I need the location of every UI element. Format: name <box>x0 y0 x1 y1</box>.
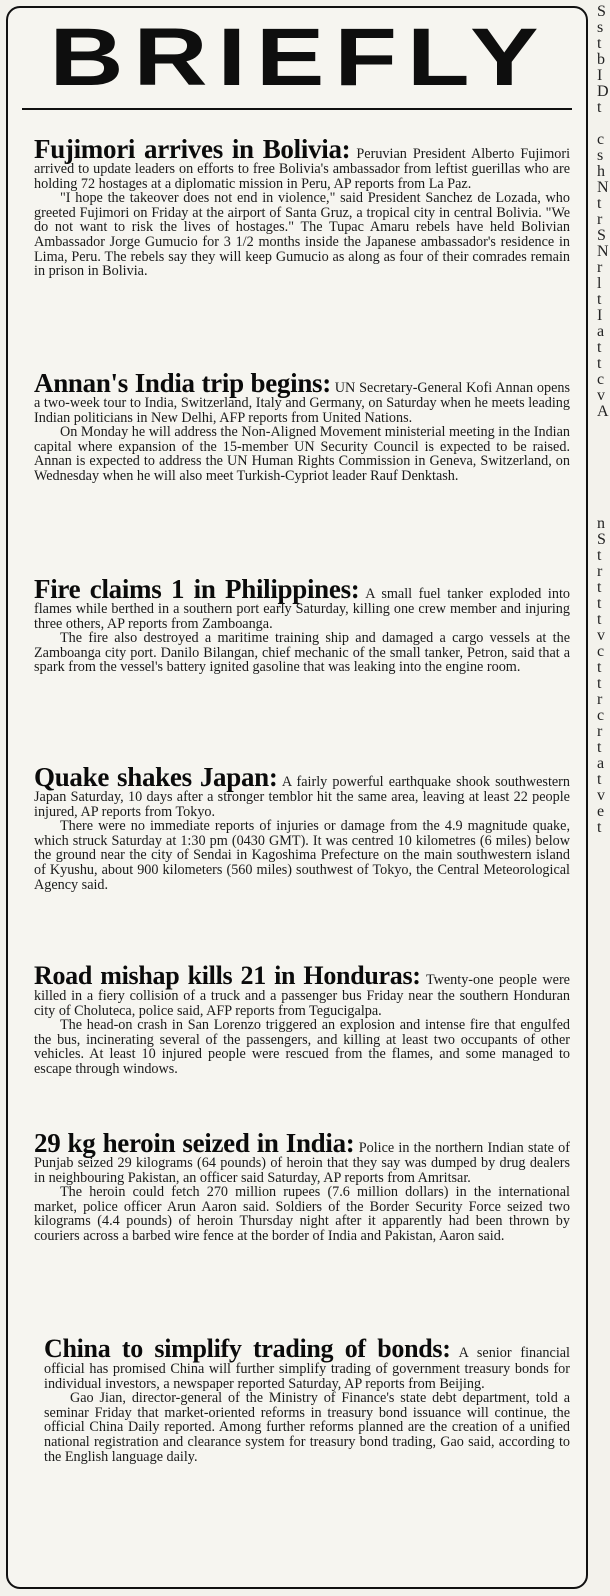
story-headline: Quake shakes Japan: <box>34 762 278 792</box>
story-headline: Fujimori arrives in Bolivia: <box>34 134 351 164</box>
story-lead <box>34 1130 570 1185</box>
story-headline: Annan's India trip begins: <box>34 368 331 398</box>
story-lead <box>34 136 570 191</box>
story-honduras-crash <box>34 963 570 1077</box>
masthead-rule <box>22 108 572 110</box>
story-japan-quake <box>34 764 570 892</box>
story-lead-text: A small fuel tanker exploded into flames while berthed in a southern port early Saturday, killing one crew member and injuring three others, AP reports from Zamboanga. <box>34 586 571 632</box>
story-body: "I hope the takeover does not end in violence," said President Sanchez de Lozada, who greeted Fujimori on Friday at the airport of Santa Gruz, a tropical city in central Bolivia. "We do not want to risk the lives of hostages." The Tupac Amaru rebels have held Bolivian Ambassador Jorge Gumucio for 3 1/2 months inside the Japanese ambassador's residence in Lima, Peru. The rebels say they will keep Gumucio as along as four of their comrades remain in prison in Bolivia. <box>34 190 570 280</box>
story-china-bonds <box>44 1336 570 1464</box>
story-lead-text: A fairly powerful earthquake shook southwestern Japan Saturday, 10 days after a stronger temblor hit the same area, leaving at least 22 people injured, AP reports from Tokyo. <box>34 774 570 820</box>
story-body: On Monday he will address the Non-Aligned Movement ministerial meeting in the Indian capital where expansion of the 15-member UN Security Council is expected to be raised. Annan is expected to address the UN Human Rights Commission in Geneva, Switzerland, on Wednesday when he will also meet Turkish-Cypriot leader Rauf Denktash. <box>34 424 570 484</box>
story-lead <box>34 370 570 425</box>
story-lead-text: Police in the northern Indian state of Punjab seized 29 kilograms (64 pounds) of heroin that they say was dumped by drug dealers in neighbouring Pakistan, an officer said Saturday, AP reports from Amritsar. <box>34 1140 571 1186</box>
story-body: The fire also destroyed a maritime training ship and damaged a cargo vessels at the Zamboanga city port. Danilo Bilangan, chief mechanic of the small tanker, Petron, said that a spark from the vessel's battery ignited gasoline that was leaking into the engine room. <box>34 630 570 676</box>
story-lead <box>44 1336 570 1391</box>
edge-fragments: S s t b I D t c s h N t r S N r l t I a t t c v A n S t r t t t v c t t r c r t a t v e t <box>597 3 609 836</box>
story-headline: Fire claims 1 in Philippines: <box>34 574 360 604</box>
story-lead <box>34 764 570 819</box>
story-headline: 29 kg heroin seized in India: <box>34 1128 355 1158</box>
story-lead <box>34 576 570 631</box>
story-fujimori <box>34 136 570 279</box>
story-lead-text: UN Secretary-General Kofi Annan opens a two-week tour to India, Switzerland, Italy and Germany, on Saturday when he meets leading Indian politicians in New Delhi, AFP reports from United Nations. <box>34 380 570 426</box>
story-body: There were no immediate reports of injuries or damage from the 4.9 magnitude quake, which struck Saturday at 1:30 pm (0430 GMT). It was centred 10 kilometres (6 miles) below the ground near the city of Sendai in Kagoshima Prefecture on the main southwestern island of Kyushu, about 900 kilometers (560 miles) southwest of Tokyo, the Central Meteorological Agency said. <box>34 818 570 893</box>
story-body: Gao Jian, director-general of the Ministry of Finance's state debt department, told a seminar Friday that market-oriented reforms in treasury bond issuance will continue, the official China Daily reported. Among further reforms planned are the creation of a unified national registration and clearance system for treasury bond trading, Gao said, according to the English language daily. <box>44 1390 570 1465</box>
story-body: The head-on crash in San Lorenzo triggered an explosion and intense fire that engulfed the bus, incinerating several of the passengers, and killing at least two occupants of other vehicles. At least 10 injured people were rescued from the flames, and some managed to escape through windows. <box>34 1017 570 1077</box>
story-lead-text: Twenty-one people were killed in a fiery collision of a truck and a passenger bus Friday near the southern Honduran city of Choluteca, police said, AFP reports from Tegucigalpa. <box>34 972 570 1019</box>
story-lead-text: Peruvian President Alberto Fujimori arrived to update leaders on efforts to free Bolivia's ambassador from leftist guerillas who are holding 72 hostages at a diplomatic mission in Peru, AP reports from La Paz. <box>34 146 571 192</box>
story-lead <box>34 963 570 1018</box>
story-body: The heroin could fetch 270 million rupees (7.6 million dollars) in the international market, police officer Arun Aaron said. Soldiers of the Border Security Force seized two kilograms (4.4 pounds) of heroin Thursday night after it apparently had been thrown by couriers across a barbed wire fence at the border of India and Pakistan, Aaron said. <box>34 1184 570 1244</box>
briefly-box <box>6 6 588 1589</box>
story-headline: China to simplify trading of bonds: <box>44 1334 451 1363</box>
story-lead-text: A senior financial official has promised China will further simplify trading of government treasury bonds for individual investors, a newspaper reported Saturday, AP reports from Beijing. <box>44 1345 570 1392</box>
story-philippines-fire <box>34 576 570 675</box>
story-annan <box>34 370 570 484</box>
story-heroin-seized <box>34 1130 570 1244</box>
adjacent-column-edge <box>595 0 610 1596</box>
masthead-title: BRIEFLY <box>49 12 549 103</box>
story-headline: Road mishap kills 21 in Honduras: <box>34 961 421 990</box>
